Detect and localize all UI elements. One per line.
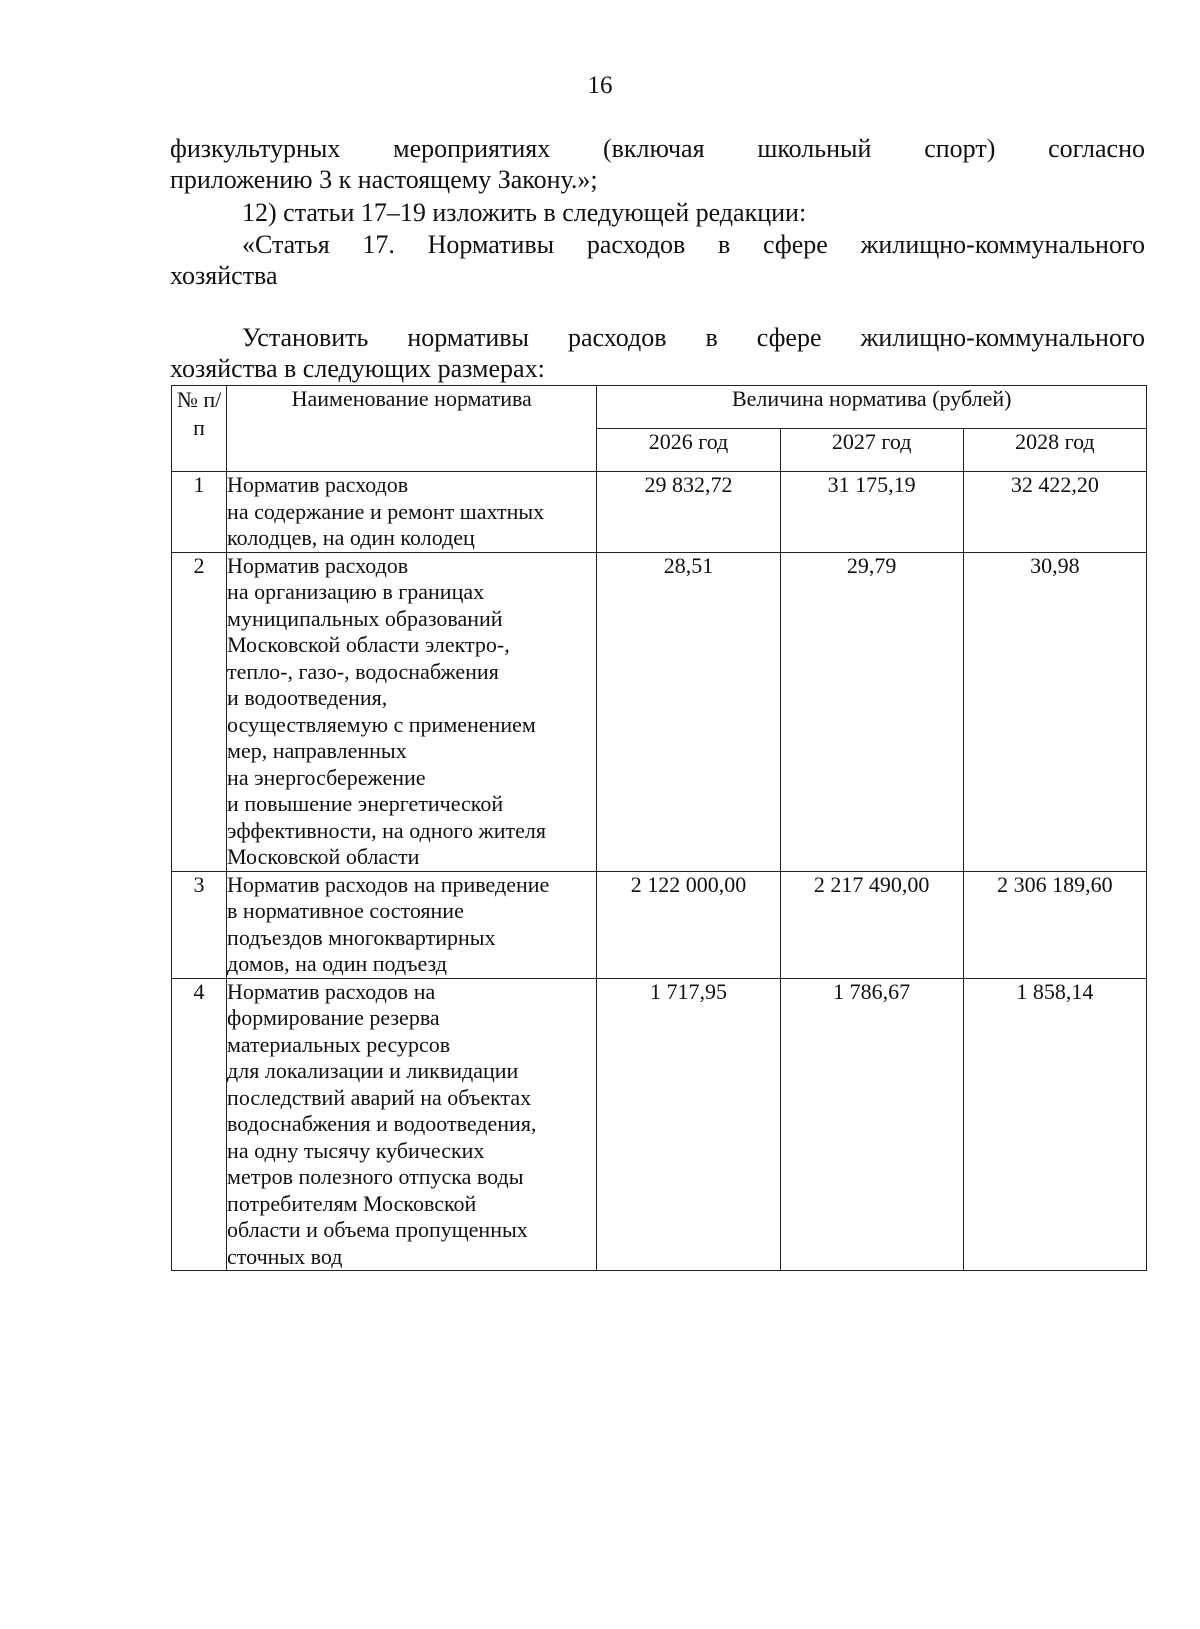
row-num: 1: [172, 472, 227, 553]
cell-line: Норматив расходов на: [227, 978, 436, 1004]
row-value: 2 217 490,00: [780, 871, 963, 978]
cell-line: Московской области: [227, 844, 420, 869]
header-num: № п/п: [172, 386, 227, 472]
cell-line: в нормативное состояние: [227, 898, 464, 923]
row-num: 2: [172, 552, 227, 871]
row-value: 1 786,67: [780, 978, 963, 1271]
paragraph-continuation: [170, 133, 1145, 195]
cell-line: тепло-, газо-, водоснабжения: [227, 658, 499, 684]
cell-line: мер, направленных: [227, 738, 407, 763]
cell-line: материальных ресурсов: [227, 1031, 451, 1057]
cell-line: водоснабжения и водоотведения,: [227, 1111, 537, 1136]
row-num: 3: [172, 871, 227, 978]
norms-table: [171, 385, 1147, 1271]
cell-line: и повышение энергетической: [227, 791, 504, 816]
paragraph-line: «Статья 17. Нормативы расходов в сфере жилищно-коммунального: [242, 230, 1145, 259]
cell-line: домов, на один подъезд: [227, 951, 448, 976]
cell-line: осуществляемую с применением: [227, 711, 536, 737]
header-year: 2028 год: [963, 429, 1146, 472]
cell-line: на энергосбережение: [227, 764, 426, 790]
paragraph-line: 12) статьи 17–19 изложить в следующей редакции:: [242, 198, 807, 227]
cell-line: Норматив расходов на приведение: [227, 871, 550, 897]
cell-line: и водоотведения,: [227, 685, 388, 710]
table-row: [172, 978, 1147, 1271]
cell-line: для локализации и ликвидации: [227, 1058, 519, 1083]
cell-line: эффективности, на одного жителя: [227, 817, 546, 843]
cell-line: на содержание и ремонт шахтных: [227, 498, 545, 524]
paragraph-line: хозяйства: [170, 261, 278, 290]
row-value: 1 858,14: [963, 978, 1146, 1271]
paragraph-line: физкультурных мероприятиях (включая школьный спорт) согласно: [170, 134, 1145, 163]
row-value: 29 832,72: [597, 472, 780, 553]
cell-line: Московской области электро-,: [227, 632, 510, 657]
cell-line: подъездов многоквартирных: [227, 924, 496, 950]
row-name: [227, 552, 597, 871]
page-number: 16: [587, 72, 613, 99]
row-value: 30,98: [963, 552, 1146, 871]
table-row: [172, 472, 1147, 553]
header-name: Наименование норматива: [227, 386, 597, 472]
header-value-group: Величина норматива (рублей): [597, 386, 1147, 429]
table-row: [172, 871, 1147, 978]
row-name: [227, 978, 597, 1271]
cell-line: на одну тысячу кубических: [227, 1137, 485, 1163]
row-value: 28,51: [597, 552, 780, 871]
row-num: 4: [172, 978, 227, 1271]
row-value: 2 122 000,00: [597, 871, 780, 978]
row-name: [227, 472, 597, 553]
paragraph-line: хозяйства в следующих размерах:: [170, 354, 545, 383]
cell-line: области и объема пропущенных: [227, 1217, 528, 1242]
row-value: 2 306 189,60: [963, 871, 1146, 978]
cell-line: колодцев, на один колодец: [227, 525, 475, 550]
cell-line: формирование резерва: [227, 1005, 440, 1030]
cell-line: сточных вод: [227, 1243, 343, 1269]
row-name: [227, 871, 597, 978]
cell-line: потребителям Московской: [227, 1190, 477, 1216]
row-value: 1 717,95: [597, 978, 780, 1271]
cell-line: метров полезного отпуска воды: [227, 1164, 524, 1189]
table-header-row: [172, 386, 1147, 429]
row-value: 32 422,20: [963, 472, 1146, 553]
cell-line: на организацию в границах: [227, 579, 485, 604]
row-value: 31 175,19: [780, 472, 963, 553]
cell-line: Норматив расходов: [227, 552, 409, 578]
article-heading: [170, 229, 1145, 291]
cell-line: последствий аварий на объектах: [227, 1084, 532, 1110]
cell-line: Норматив расходов: [227, 472, 409, 497]
cell-line: муниципальных образований: [227, 605, 503, 631]
paragraph-line: приложению 3 к настоящему Закону.»;: [170, 165, 598, 194]
paragraph-amendment: [170, 197, 1200, 228]
paragraph-line: Установить нормативы расходов в сфере жилищно-коммунального: [242, 323, 1145, 352]
row-value: 29,79: [780, 552, 963, 871]
header-year: 2026 год: [597, 429, 780, 472]
header-year: 2027 год: [780, 429, 963, 472]
paragraph-establish: [170, 322, 1145, 384]
table-row: [172, 552, 1147, 871]
